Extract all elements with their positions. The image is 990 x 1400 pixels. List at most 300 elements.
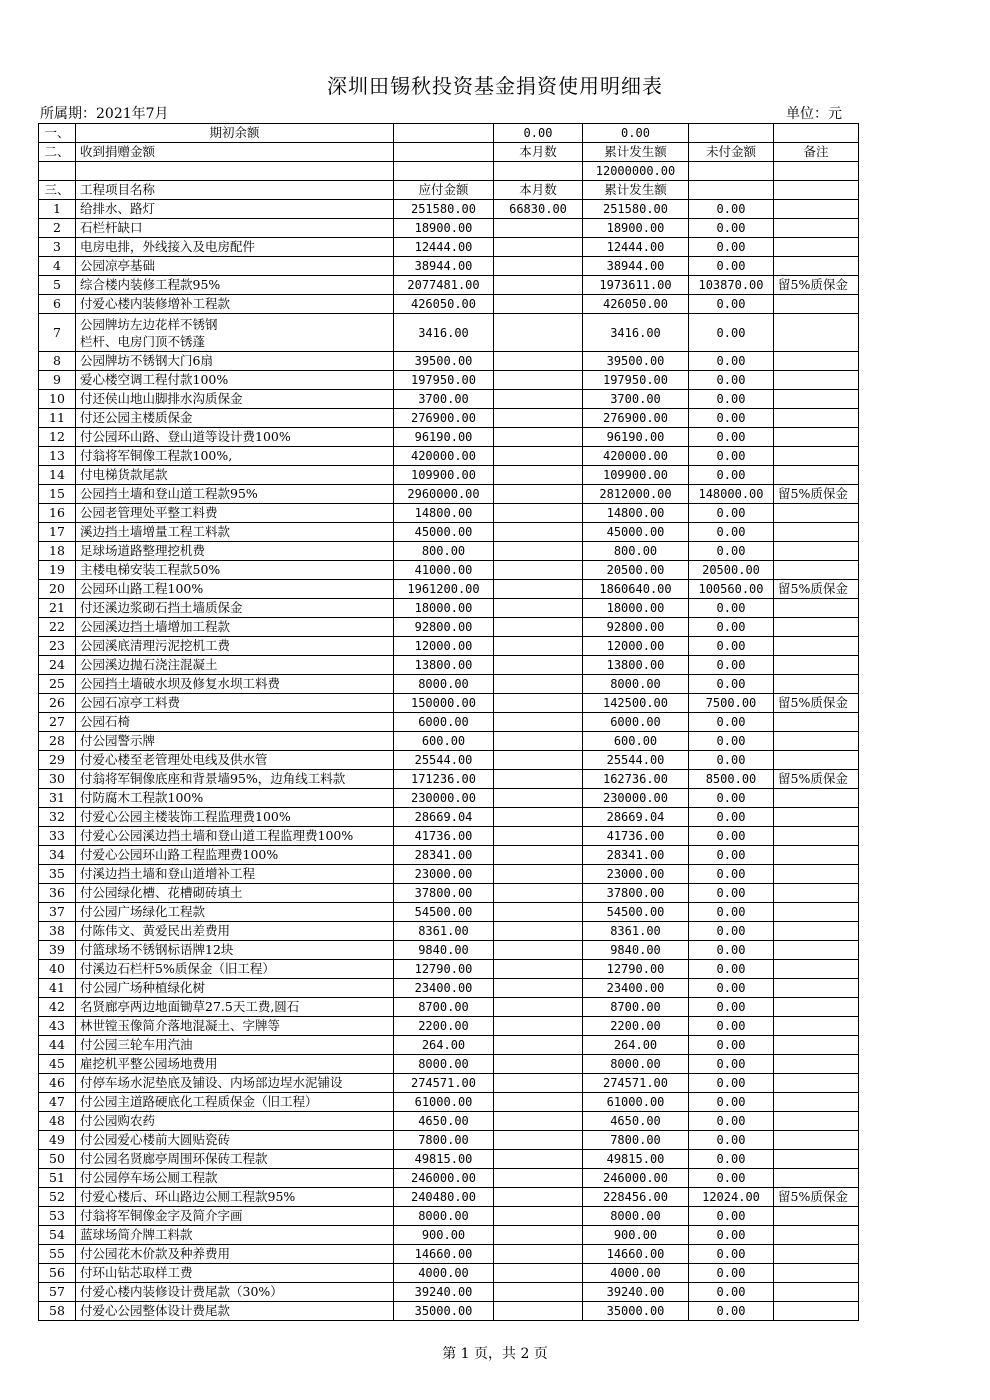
cell-cum: 12000.00 bbox=[583, 637, 689, 656]
table-row bbox=[39, 1055, 859, 1074]
cell-cum: 1973611.00 bbox=[583, 276, 689, 295]
cell-unpaid: 7500.00 bbox=[689, 694, 774, 713]
cell-name: 付爱心公园溪边挡土墙和登山道工程监理费100% bbox=[76, 827, 394, 846]
cell-no: 21 bbox=[39, 599, 76, 618]
cell-month bbox=[494, 219, 583, 238]
cell-payable: 276900.00 bbox=[394, 409, 494, 428]
cell-no: 12 bbox=[39, 428, 76, 447]
cell-note bbox=[774, 827, 859, 846]
cell-payable: 12444.00 bbox=[394, 238, 494, 257]
cell-no: 47 bbox=[39, 1093, 76, 1112]
cell-note bbox=[774, 979, 859, 998]
cell-unpaid: 0.00 bbox=[689, 390, 774, 409]
table-row bbox=[39, 732, 859, 751]
cell-payable: 9840.00 bbox=[394, 941, 494, 960]
cell-month bbox=[494, 675, 583, 694]
cell-unpaid: 0.00 bbox=[689, 656, 774, 675]
cell-cum: 264.00 bbox=[583, 1036, 689, 1055]
cell-name: 付溪边石栏杆5%质保金（旧工程） bbox=[76, 960, 394, 979]
cell-note bbox=[774, 1036, 859, 1055]
cell-unpaid: 0.00 bbox=[689, 447, 774, 466]
cell-unpaid: 0.00 bbox=[689, 941, 774, 960]
table-row bbox=[39, 561, 859, 580]
cell-month bbox=[494, 542, 583, 561]
cell-no: 2 bbox=[39, 219, 76, 238]
cell-note bbox=[774, 1093, 859, 1112]
cell-month bbox=[494, 979, 583, 998]
cell-note bbox=[774, 751, 859, 770]
cell-cum: 2812000.00 bbox=[583, 485, 689, 504]
table-row bbox=[39, 1283, 859, 1302]
cell-payable: 109900.00 bbox=[394, 466, 494, 485]
cell-unpaid: 0.00 bbox=[689, 1131, 774, 1150]
table-row bbox=[39, 1112, 859, 1131]
cell-cum: 276900.00 bbox=[583, 409, 689, 428]
cell-cum: 9840.00 bbox=[583, 941, 689, 960]
cell-month bbox=[494, 808, 583, 827]
table-row bbox=[39, 257, 859, 276]
cell-month bbox=[494, 504, 583, 523]
cell-name: 付公园广场种植绿化树 bbox=[76, 979, 394, 998]
cell-no: 27 bbox=[39, 713, 76, 732]
table-row bbox=[39, 1226, 859, 1245]
cell-no: 45 bbox=[39, 1055, 76, 1074]
cell-no: 17 bbox=[39, 523, 76, 542]
table-row bbox=[39, 1207, 859, 1226]
cell-payable: 37800.00 bbox=[394, 884, 494, 903]
cell-month-header: 本月数 bbox=[494, 143, 583, 162]
table-row bbox=[39, 979, 859, 998]
table-row bbox=[39, 1245, 859, 1264]
cell-name: 公园挡土墙和登山道工程款95% bbox=[76, 485, 394, 504]
cell-empty bbox=[394, 162, 494, 181]
table-row bbox=[39, 941, 859, 960]
table-row bbox=[39, 998, 859, 1017]
page-footer: 第 1 页，共 2 页 bbox=[442, 1346, 548, 1362]
table-row bbox=[39, 447, 859, 466]
cell-note bbox=[774, 1207, 859, 1226]
table-row bbox=[39, 884, 859, 903]
cell-no: 30 bbox=[39, 770, 76, 789]
cell-note bbox=[774, 257, 859, 276]
cell-month bbox=[494, 827, 583, 846]
row-opening-balance bbox=[39, 124, 859, 143]
cell-empty bbox=[494, 162, 583, 181]
cell-no: 32 bbox=[39, 808, 76, 827]
cell-note bbox=[774, 390, 859, 409]
cell-no: 28 bbox=[39, 732, 76, 751]
cell-name: 公园石椅 bbox=[76, 713, 394, 732]
cell-month bbox=[494, 1207, 583, 1226]
cell-payable: 2960000.00 bbox=[394, 485, 494, 504]
cell-unpaid: 0.00 bbox=[689, 827, 774, 846]
table-row bbox=[39, 1093, 859, 1112]
cell-name: 付爱心楼内装修设计费尾款（30%） bbox=[76, 1283, 394, 1302]
cell-payable: 54500.00 bbox=[394, 903, 494, 922]
table-row bbox=[39, 542, 859, 561]
cell-empty bbox=[689, 124, 774, 143]
table-row bbox=[39, 960, 859, 979]
cell-name: 付翁将军铜像底座和背景墙95%，边角线工料款 bbox=[76, 770, 394, 789]
cell-note bbox=[774, 922, 859, 941]
cell-name: 付公园名贤廊亭周围环保砖工程款 bbox=[76, 1150, 394, 1169]
table-row bbox=[39, 409, 859, 428]
cell-cum: 28341.00 bbox=[583, 846, 689, 865]
table-row bbox=[39, 675, 859, 694]
cell-no: 3 bbox=[39, 238, 76, 257]
cell-name: 蓝球场简介牌工料款 bbox=[76, 1226, 394, 1245]
cell-note: 留5%质保金 bbox=[774, 485, 859, 504]
table-row bbox=[39, 1017, 859, 1036]
cell-name: 付公园爱心楼前大圆贴瓷砖 bbox=[76, 1131, 394, 1150]
table-row bbox=[39, 1036, 859, 1055]
cell-payable: 246000.00 bbox=[394, 1169, 494, 1188]
cell-no: 13 bbox=[39, 447, 76, 466]
cell-month bbox=[494, 390, 583, 409]
cell-name: 林世镗玉像简介落地混凝土、字牌等 bbox=[76, 1017, 394, 1036]
cell-unpaid: 0.00 bbox=[689, 1017, 774, 1036]
cell-payable: 197950.00 bbox=[394, 371, 494, 390]
table-row bbox=[39, 637, 859, 656]
cell-cum: 54500.00 bbox=[583, 903, 689, 922]
cell-note bbox=[774, 1245, 859, 1264]
cell-cum: 8000.00 bbox=[583, 1055, 689, 1074]
cell-no: 19 bbox=[39, 561, 76, 580]
cell-no: 7 bbox=[39, 314, 76, 352]
cell-cum: 251580.00 bbox=[583, 200, 689, 219]
cell-month bbox=[494, 1150, 583, 1169]
cell-unpaid: 0.00 bbox=[689, 1302, 774, 1321]
cell-payable: 230000.00 bbox=[394, 789, 494, 808]
cell-unpaid: 0.00 bbox=[689, 295, 774, 314]
cell-month bbox=[494, 770, 583, 789]
cell-no: 16 bbox=[39, 504, 76, 523]
cell-unpaid: 0.00 bbox=[689, 903, 774, 922]
cell-empty bbox=[76, 162, 394, 181]
cell-payable: 28341.00 bbox=[394, 846, 494, 865]
table-row bbox=[39, 1150, 859, 1169]
cell-cum: 28669.04 bbox=[583, 808, 689, 827]
cell-payable: 23000.00 bbox=[394, 865, 494, 884]
cell-name: 付公园购农药 bbox=[76, 1112, 394, 1131]
cell-name: 付爱心楼后、环山路边公厕工程款95% bbox=[76, 1188, 394, 1207]
cell-note bbox=[774, 428, 859, 447]
cell-note bbox=[774, 713, 859, 732]
cell-unpaid: 0.00 bbox=[689, 846, 774, 865]
cell-month bbox=[494, 1055, 583, 1074]
table-row bbox=[39, 580, 859, 599]
cell-payable: 800.00 bbox=[394, 542, 494, 561]
cell-no: 25 bbox=[39, 675, 76, 694]
cell-note: 留5%质保金 bbox=[774, 276, 859, 295]
cell-unpaid: 0.00 bbox=[689, 1264, 774, 1283]
cell-cum: 41736.00 bbox=[583, 827, 689, 846]
cell-note bbox=[774, 789, 859, 808]
cell-no: 38 bbox=[39, 922, 76, 941]
cell-unpaid: 0.00 bbox=[689, 542, 774, 561]
cell-name: 溪边挡土墙增量工程工料款 bbox=[76, 523, 394, 542]
cell-name-line2: 栏杆、电房门顶不锈蓬 bbox=[80, 333, 206, 349]
cell-cum: 1860640.00 bbox=[583, 580, 689, 599]
cell-month bbox=[494, 1245, 583, 1264]
cell-note bbox=[774, 295, 859, 314]
cell-month bbox=[494, 751, 583, 770]
cell-unpaid: 12024.00 bbox=[689, 1188, 774, 1207]
cell-note bbox=[774, 1055, 859, 1074]
cell-unpaid: 0.00 bbox=[689, 219, 774, 238]
cell-month bbox=[494, 257, 583, 276]
cell-cum: 4650.00 bbox=[583, 1112, 689, 1131]
cell-name: 付公园三轮车用汽油 bbox=[76, 1036, 394, 1055]
cell-note bbox=[774, 561, 859, 580]
cell-unpaid: 0.00 bbox=[689, 523, 774, 542]
cell-cum: 20500.00 bbox=[583, 561, 689, 580]
cell-cum: 35000.00 bbox=[583, 1302, 689, 1321]
cell-unpaid: 100560.00 bbox=[689, 580, 774, 599]
cell-unpaid: 0.00 bbox=[689, 1074, 774, 1093]
cell-month bbox=[494, 884, 583, 903]
cell-month bbox=[494, 1226, 583, 1245]
cell-cum: 61000.00 bbox=[583, 1093, 689, 1112]
cell-cum: 2200.00 bbox=[583, 1017, 689, 1036]
detail-table bbox=[38, 123, 859, 1321]
cell-unpaid: 0.00 bbox=[689, 1150, 774, 1169]
cell-unpaid-header: 未付金额 bbox=[689, 143, 774, 162]
cell-no: 51 bbox=[39, 1169, 76, 1188]
cell-name: 付环山钻芯取样工费 bbox=[76, 1264, 394, 1283]
cell-payable: 6000.00 bbox=[394, 713, 494, 732]
cell-note bbox=[774, 1283, 859, 1302]
cell-unpaid: 20500.00 bbox=[689, 561, 774, 580]
cell-unpaid: 0.00 bbox=[689, 884, 774, 903]
cell-unpaid: 0.00 bbox=[689, 409, 774, 428]
cell-note bbox=[774, 998, 859, 1017]
cell-no: 11 bbox=[39, 409, 76, 428]
cell-no: 29 bbox=[39, 751, 76, 770]
cell-payable: 3700.00 bbox=[394, 390, 494, 409]
cell-no: 39 bbox=[39, 941, 76, 960]
cell-name: 付电梯货款尾款 bbox=[76, 466, 394, 485]
cell-unpaid: 0.00 bbox=[689, 751, 774, 770]
cell-no: 一、 bbox=[39, 124, 76, 143]
cell-payable: 39240.00 bbox=[394, 1283, 494, 1302]
cell-name: 足球场道路整理挖机费 bbox=[76, 542, 394, 561]
cell-payable: 600.00 bbox=[394, 732, 494, 751]
cell-note bbox=[774, 447, 859, 466]
cell-payable: 18000.00 bbox=[394, 599, 494, 618]
cell-unpaid: 0.00 bbox=[689, 713, 774, 732]
cell-note bbox=[774, 656, 859, 675]
cell-cum-header: 累计发生额 bbox=[583, 181, 689, 200]
table-row bbox=[39, 694, 859, 713]
cell-name: 付公园广场绿化工程款 bbox=[76, 903, 394, 922]
cell-payable: 900.00 bbox=[394, 1226, 494, 1245]
cell-payable: 41736.00 bbox=[394, 827, 494, 846]
cell-name: 付溪边挡土墙和登山道增补工程 bbox=[76, 865, 394, 884]
cell-cum: 900.00 bbox=[583, 1226, 689, 1245]
cell-cum: 37800.00 bbox=[583, 884, 689, 903]
cell-payable: 150000.00 bbox=[394, 694, 494, 713]
cell-month bbox=[494, 865, 583, 884]
cell-month bbox=[494, 1112, 583, 1131]
cell-payable: 8700.00 bbox=[394, 998, 494, 1017]
cell-note bbox=[774, 884, 859, 903]
cell-month bbox=[494, 466, 583, 485]
cell-note bbox=[774, 466, 859, 485]
cell-unpaid: 0.00 bbox=[689, 371, 774, 390]
cell-unpaid: 0.00 bbox=[689, 960, 774, 979]
cell-cum: 92800.00 bbox=[583, 618, 689, 637]
cell-payable: 12790.00 bbox=[394, 960, 494, 979]
cell-note bbox=[774, 219, 859, 238]
cell-note bbox=[774, 238, 859, 257]
cell-no: 58 bbox=[39, 1302, 76, 1321]
cell-month bbox=[494, 1093, 583, 1112]
cell-month bbox=[494, 960, 583, 979]
table-row bbox=[39, 656, 859, 675]
cell-cum: 12444.00 bbox=[583, 238, 689, 257]
cell-unpaid: 8500.00 bbox=[689, 770, 774, 789]
table-row bbox=[39, 846, 859, 865]
cell-no: 23 bbox=[39, 637, 76, 656]
cell-payable-header: 应付金额 bbox=[394, 181, 494, 200]
cell-cum: 23400.00 bbox=[583, 979, 689, 998]
cell-cum: 3416.00 bbox=[583, 314, 689, 352]
cell-name: 公园溪边挡土墙增加工程款 bbox=[76, 618, 394, 637]
cell-label: 期初余额 bbox=[76, 124, 394, 143]
cell-unpaid: 0.00 bbox=[689, 1169, 774, 1188]
cell-payable: 264.00 bbox=[394, 1036, 494, 1055]
table-row bbox=[39, 1131, 859, 1150]
cell-month bbox=[494, 1017, 583, 1036]
table-row bbox=[39, 466, 859, 485]
cell-name: 爱心楼空调工程付款100% bbox=[76, 371, 394, 390]
table-row bbox=[39, 618, 859, 637]
cell-name: 公园石凉亭工料费 bbox=[76, 694, 394, 713]
cell-month bbox=[494, 1074, 583, 1093]
cell-payable: 14800.00 bbox=[394, 504, 494, 523]
cell-no: 18 bbox=[39, 542, 76, 561]
cell-unpaid: 0.00 bbox=[689, 998, 774, 1017]
cell-note bbox=[774, 504, 859, 523]
cell-unpaid: 0.00 bbox=[689, 1093, 774, 1112]
cell-month bbox=[494, 732, 583, 751]
cell-month bbox=[494, 1283, 583, 1302]
table-row bbox=[39, 504, 859, 523]
cell-note: 留5%质保金 bbox=[774, 580, 859, 599]
cell-payable: 61000.00 bbox=[394, 1093, 494, 1112]
cell-name: 石栏杆缺口 bbox=[76, 219, 394, 238]
table-row bbox=[39, 1302, 859, 1321]
cell-no: 49 bbox=[39, 1131, 76, 1150]
cell-unpaid: 0.00 bbox=[689, 1036, 774, 1055]
cell-note bbox=[774, 732, 859, 751]
cell-no: 22 bbox=[39, 618, 76, 637]
cell-payable: 23400.00 bbox=[394, 979, 494, 998]
table-row bbox=[39, 238, 859, 257]
cell-unpaid: 0.00 bbox=[689, 599, 774, 618]
cell-name: 公园溪底清理污泥挖机工费 bbox=[76, 637, 394, 656]
row-donations bbox=[39, 143, 859, 162]
cell-month bbox=[494, 428, 583, 447]
cell-unpaid: 0.00 bbox=[689, 922, 774, 941]
cell-cum: 246000.00 bbox=[583, 1169, 689, 1188]
cell-empty bbox=[39, 162, 76, 181]
cell-month bbox=[494, 371, 583, 390]
cell-note bbox=[774, 352, 859, 371]
cell-no: 56 bbox=[39, 1264, 76, 1283]
cell-month bbox=[494, 789, 583, 808]
cell-note bbox=[774, 903, 859, 922]
cell-unpaid: 0.00 bbox=[689, 1055, 774, 1074]
cell-name: 付还溪边浆砌石挡土墙质保金 bbox=[76, 599, 394, 618]
cell-name: 付公园环山路、登山道等设计费100% bbox=[76, 428, 394, 447]
cell-unpaid: 103870.00 bbox=[689, 276, 774, 295]
cell-name: 付还侯山地山脚排水沟质保金 bbox=[76, 390, 394, 409]
table-row bbox=[39, 200, 859, 219]
cell-month bbox=[494, 694, 583, 713]
cell-unpaid: 0.00 bbox=[689, 1207, 774, 1226]
cell-name: 付公园停车场公厕工程款 bbox=[76, 1169, 394, 1188]
cell-cum: 109900.00 bbox=[583, 466, 689, 485]
cell-month bbox=[494, 485, 583, 504]
cell-unpaid: 0.00 bbox=[689, 618, 774, 637]
cell-note bbox=[774, 1017, 859, 1036]
cell-month bbox=[494, 238, 583, 257]
cell-cum: 12790.00 bbox=[583, 960, 689, 979]
cell-month bbox=[494, 1188, 583, 1207]
cell-name: 公园环山路工程100% bbox=[76, 580, 394, 599]
cell-cum: 4000.00 bbox=[583, 1264, 689, 1283]
cell-month bbox=[494, 846, 583, 865]
cell-name: 付爱心楼内装修增补工程款 bbox=[76, 295, 394, 314]
cell-no: 43 bbox=[39, 1017, 76, 1036]
row-donation-amount bbox=[39, 162, 859, 181]
cell-note bbox=[774, 941, 859, 960]
cell-month bbox=[494, 523, 583, 542]
cell-month bbox=[494, 1169, 583, 1188]
cell-note bbox=[774, 314, 859, 352]
table-row bbox=[39, 713, 859, 732]
cell-cum: 8000.00 bbox=[583, 1207, 689, 1226]
cell-no: 54 bbox=[39, 1226, 76, 1245]
table-row bbox=[39, 808, 859, 827]
page-title: 深圳田锡秋投资基金捐资使用明细表 bbox=[327, 74, 663, 98]
cell-month: 66830.00 bbox=[494, 200, 583, 219]
cell-cum: 600.00 bbox=[583, 732, 689, 751]
cell-unpaid: 0.00 bbox=[689, 637, 774, 656]
cell-cum: 274571.00 bbox=[583, 1074, 689, 1093]
cell-note bbox=[774, 865, 859, 884]
cell-label: 收到捐赠金额 bbox=[76, 143, 394, 162]
cell-payable: 8361.00 bbox=[394, 922, 494, 941]
cell-no: 三、 bbox=[39, 181, 76, 200]
cell-name: 给排水、路灯 bbox=[76, 200, 394, 219]
cell-cum: 18000.00 bbox=[583, 599, 689, 618]
cell-name: 付公园主道路硬底化工程质保金（旧工程） bbox=[76, 1093, 394, 1112]
cell-month bbox=[494, 580, 583, 599]
cell-no: 15 bbox=[39, 485, 76, 504]
cell-note bbox=[774, 1112, 859, 1131]
cell-unpaid: 0.00 bbox=[689, 1245, 774, 1264]
table-row bbox=[39, 865, 859, 884]
cell-unpaid: 0.00 bbox=[689, 732, 774, 751]
cell-no: 46 bbox=[39, 1074, 76, 1093]
cell-no: 26 bbox=[39, 694, 76, 713]
cell-month bbox=[494, 295, 583, 314]
table-row bbox=[39, 295, 859, 314]
cell-cum: 14660.00 bbox=[583, 1245, 689, 1264]
